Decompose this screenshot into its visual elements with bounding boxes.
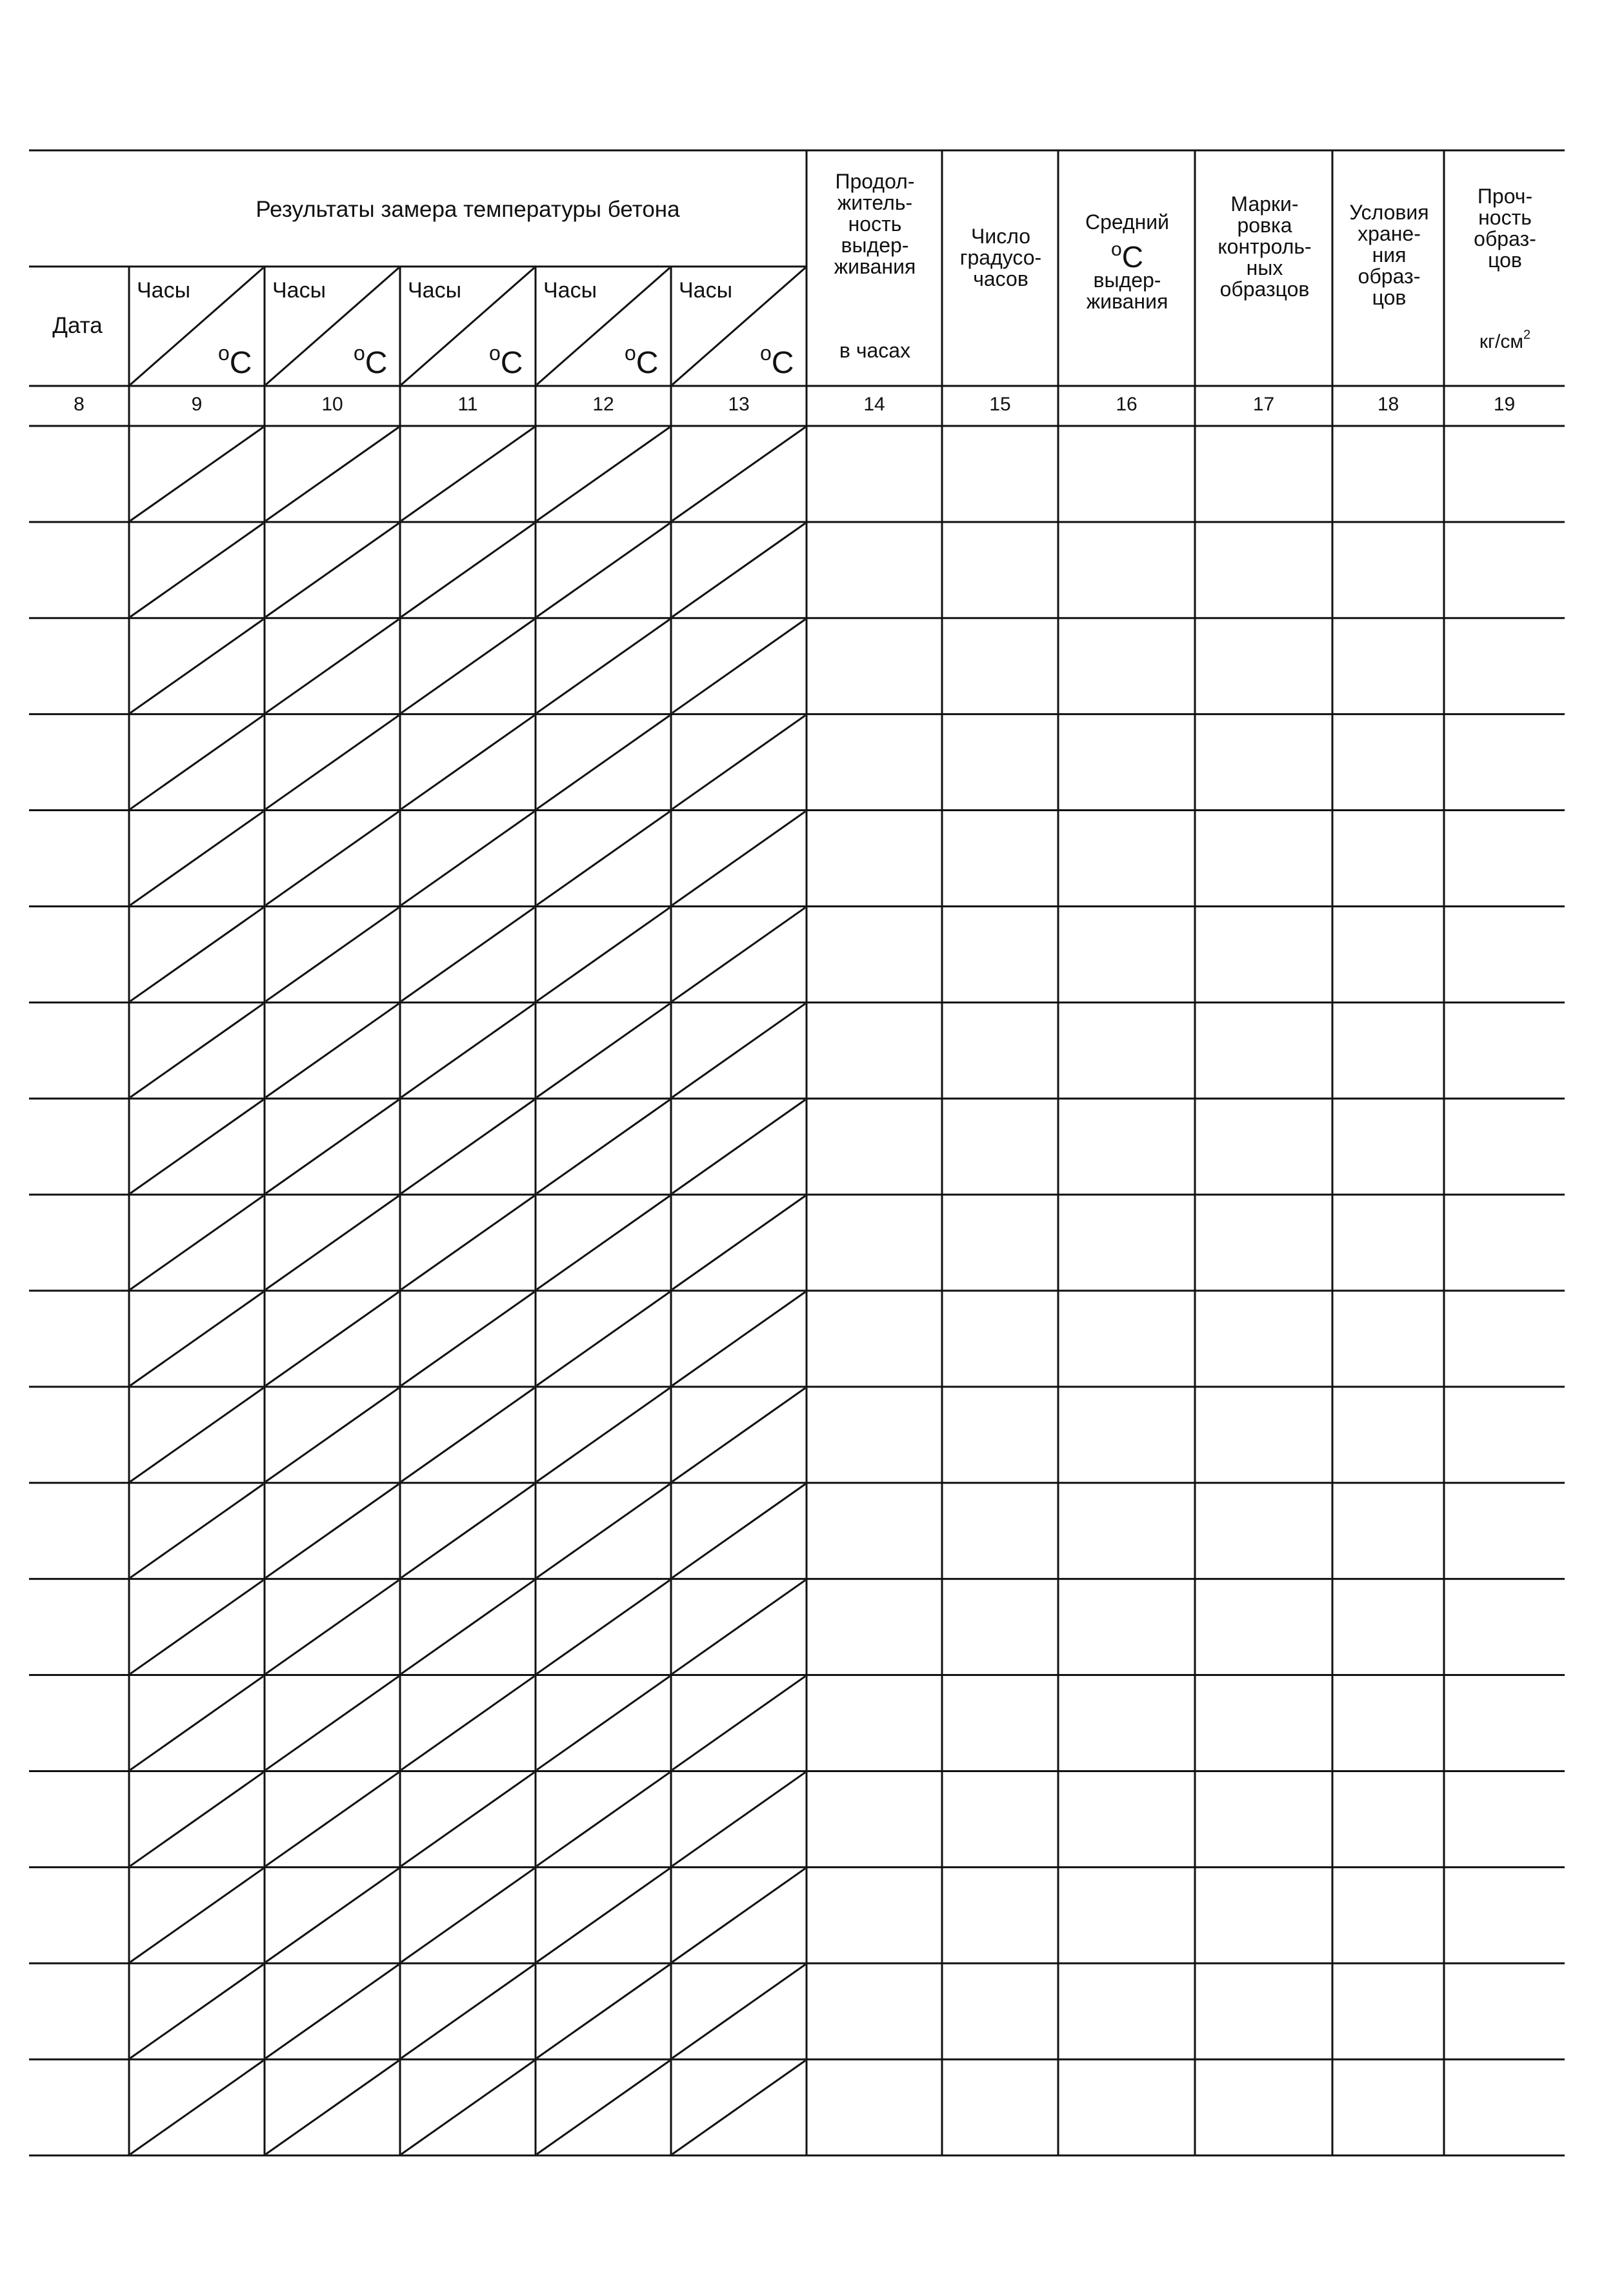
cell-diagonal (130, 907, 263, 1001)
cell-diagonal (537, 1100, 670, 1193)
cell-diagonal (672, 812, 805, 905)
cell-diagonal (672, 2061, 805, 2154)
cell-diagonal (401, 1868, 534, 1962)
cell-diagonal (266, 1004, 399, 1097)
cell-diagonal (537, 1772, 670, 1866)
cell-diagonal (537, 1484, 670, 1578)
cell-diagonal (537, 1196, 670, 1289)
cell-diagonal (401, 427, 534, 521)
cell-diagonal (672, 1004, 805, 1097)
cell-diagonal (537, 523, 670, 617)
cell-diagonal (266, 1580, 399, 1674)
cell-diagonals (130, 268, 805, 2154)
column-header-hours: Часы (679, 278, 733, 303)
cell-diagonal (672, 620, 805, 713)
column-header-degrees: $^o$C (625, 341, 659, 380)
cell-diagonal (130, 1772, 263, 1866)
cell-diagonal (672, 716, 805, 809)
column-header-average-temp-bottom: выдер- живания (1086, 268, 1168, 313)
cell-diagonal (537, 1868, 670, 1962)
cell-diagonal (537, 2061, 670, 2154)
column-header-date: Дата (52, 313, 103, 338)
cell-diagonal (672, 1292, 805, 1386)
column-header-hours: Часы (408, 278, 462, 303)
cell-diagonal (537, 1964, 670, 2058)
cell-diagonal (537, 1388, 670, 1482)
cell-diagonal (672, 1677, 805, 1770)
cell-diagonal (266, 907, 399, 1001)
cell-diagonal (266, 1772, 399, 1866)
cell-diagonal (266, 523, 399, 617)
column-header-hours: Часы (272, 278, 326, 303)
grid-lines (29, 150, 1565, 2155)
cell-diagonal (672, 1484, 805, 1578)
column-header-duration: Продол- житель- ность выдер- живания (834, 170, 916, 278)
cell-diagonal (401, 1004, 534, 1097)
column-number: 10 (321, 394, 343, 415)
cell-diagonal (401, 2061, 534, 2154)
column-number: 8 (74, 394, 85, 415)
column-header-average-temp-symbol: $^o$C (1111, 239, 1143, 274)
cell-diagonal (672, 427, 805, 521)
cell-diagonal (130, 1964, 263, 2058)
cell-diagonal (130, 1388, 263, 1482)
cell-diagonal (672, 1964, 805, 2058)
cell-diagonal (672, 1196, 805, 1289)
column-header-storage: Условия хране- ния образ- цов (1349, 201, 1429, 309)
cell-diagonal (537, 1004, 670, 1097)
cell-diagonal (401, 907, 534, 1001)
cell-diagonal (130, 2061, 263, 2154)
cell-diagonal (266, 1196, 399, 1289)
cell-diagonal (537, 1677, 670, 1770)
cell-diagonal (130, 1484, 263, 1578)
cell-diagonal (401, 716, 534, 809)
column-header-degrees: $^o$C (760, 341, 794, 380)
column-number: 15 (989, 394, 1011, 415)
cell-diagonal (537, 1580, 670, 1674)
cell-diagonal (266, 1292, 399, 1386)
column-number: 13 (728, 394, 750, 415)
cell-diagonal (266, 2061, 399, 2154)
column-header-degrees: $^o$C (489, 341, 523, 380)
column-number: 19 (1493, 394, 1516, 415)
cell-diagonal (401, 1100, 534, 1193)
cell-diagonal (401, 1388, 534, 1482)
column-header-hours: Часы (137, 278, 191, 303)
cell-diagonal (130, 716, 263, 809)
column-number: 9 (191, 394, 203, 415)
cell-diagonal (266, 1868, 399, 1962)
cell-diagonal (537, 620, 670, 713)
cell-diagonal (672, 1868, 805, 1962)
cell-diagonal (401, 1964, 534, 2058)
cell-diagonal (672, 1388, 805, 1482)
cell-diagonal (537, 907, 670, 1001)
cell-diagonal (130, 1677, 263, 1770)
column-header-degrees: $^o$C (354, 341, 388, 380)
column-number: 16 (1116, 394, 1138, 415)
cell-diagonal (401, 620, 534, 713)
cell-diagonal (672, 1580, 805, 1674)
cell-diagonal (130, 1100, 263, 1193)
cell-diagonal (130, 1292, 263, 1386)
column-number: 17 (1252, 394, 1275, 415)
cell-diagonal (672, 1100, 805, 1193)
cell-diagonal (266, 1677, 399, 1770)
cell-diagonal (672, 907, 805, 1001)
cell-diagonal (266, 1484, 399, 1578)
cell-diagonal (401, 1677, 534, 1770)
cell-diagonal (401, 1292, 534, 1386)
cell-diagonal (130, 620, 263, 713)
cell-diagonal (266, 716, 399, 809)
column-number: 11 (457, 394, 478, 415)
cell-diagonal (401, 812, 534, 905)
cell-diagonal (401, 1484, 534, 1578)
column-number: 14 (863, 394, 885, 415)
cell-diagonal (672, 1772, 805, 1866)
cell-diagonal (672, 523, 805, 617)
column-number: 18 (1377, 394, 1399, 415)
cell-diagonal (537, 812, 670, 905)
cell-diagonal (537, 1292, 670, 1386)
cell-diagonal (401, 1580, 534, 1674)
cell-diagonal (266, 1964, 399, 2058)
column-header-hours: Часы (543, 278, 597, 303)
cell-diagonal (537, 716, 670, 809)
cell-diagonal (266, 1388, 399, 1482)
cell-diagonal (130, 427, 263, 521)
column-header-strength-unit: $кг/см^2$ (1479, 328, 1531, 352)
column-header-strength: Проч- ность образ- цов (1474, 185, 1536, 272)
cell-diagonal (266, 812, 399, 905)
cell-diagonal (401, 1772, 534, 1866)
cell-diagonal (266, 1100, 399, 1193)
cell-diagonal (130, 812, 263, 905)
cell-diagonal (266, 620, 399, 713)
cell-diagonal (130, 1868, 263, 1962)
column-header-average-temp-title: Средний (1085, 210, 1170, 234)
column-header-marking: Марки- ровка контроль- ных образцов (1218, 192, 1312, 301)
cell-diagonal (401, 523, 534, 617)
cell-diagonal (266, 427, 399, 521)
cell-diagonal (130, 1004, 263, 1097)
cell-diagonal (130, 523, 263, 617)
group-header-temperature-results: Результаты замера температуры бетона (256, 197, 680, 222)
column-header-degree-hours: Число градусо- часов (959, 225, 1042, 290)
cell-diagonal (401, 1196, 534, 1289)
column-number: 12 (592, 394, 614, 415)
column-header-degrees: $^o$C (218, 341, 252, 380)
cell-diagonal (537, 427, 670, 521)
cell-diagonal (130, 1580, 263, 1674)
column-header-duration-unit: в часах (839, 339, 911, 362)
cell-diagonal (130, 1196, 263, 1289)
